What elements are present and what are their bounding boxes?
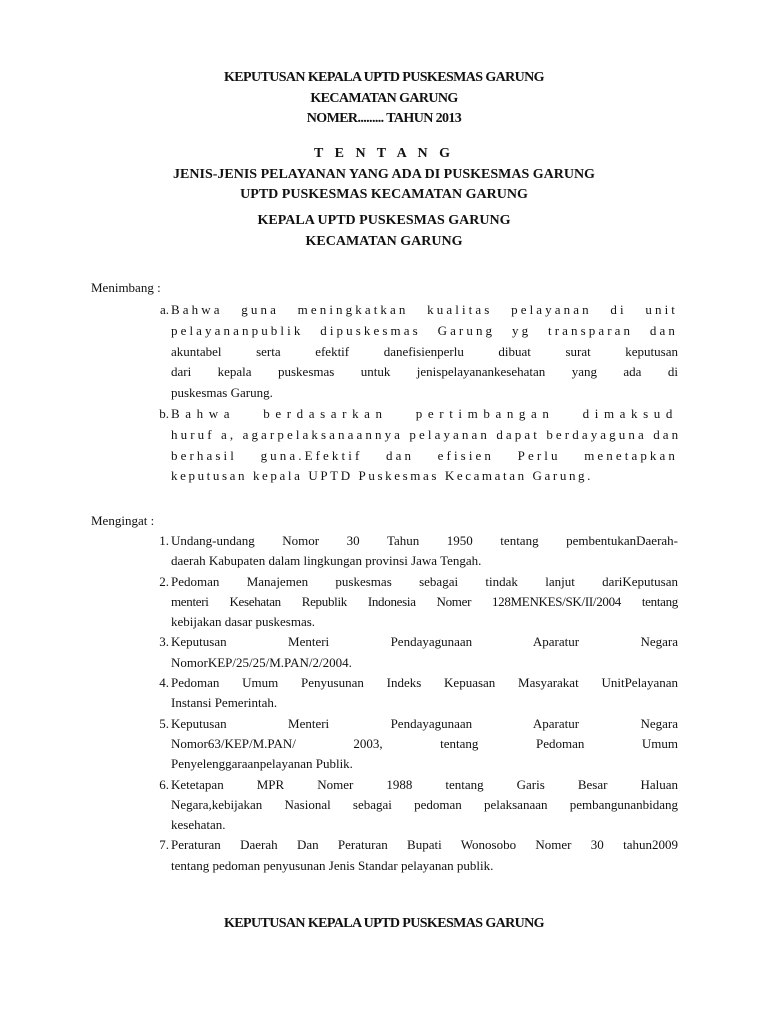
- item-marker: 5.: [159, 715, 169, 731]
- list-item: [140, 714, 678, 775]
- item-marker: 4.: [159, 675, 169, 691]
- subject-line-2: UPTD PUSKESMAS KECAMATAN GARUNG: [240, 187, 528, 202]
- text-line: kebijakan dasar puskesmas.: [171, 614, 316, 630]
- decree-district: KECAMATAN GARUNG: [310, 90, 458, 106]
- text-line: Nomor63/KEP/M.PAN/ 2003, tentang Pedoman Umum: [171, 735, 678, 751]
- footer-title: KEPUTUSAN KEPALA UPTD PUSKESMAS GARUNG: [224, 916, 544, 931]
- text-line: dari kepala puskesmas untuk jenispelayanankesehatan yang ada di: [171, 364, 678, 380]
- list-item: [140, 300, 678, 404]
- subject-line-1: JENIS-JENIS PELAYANAN YANG ADA DI PUSKESMAS GARUNG: [173, 166, 595, 182]
- text-line: Ketetapan MPR Nomer 1988 tentang Garis Besar Haluan: [171, 776, 678, 792]
- subject-block: [0, 144, 768, 206]
- text-line: Undang-undang Nomor 30 Tahun 1950 tentang pembentukanDaerah-: [171, 533, 678, 548]
- text-line: Bahwa berdasarkan pertimbangan dimaksud: [171, 405, 678, 421]
- text-line: kesehatan.: [171, 817, 226, 833]
- text-line: Keputusan Menteri Pendayagunaan Aparatur Negara: [171, 715, 678, 731]
- text-line: pelayananpublik dipuskesmas Garung yg transparan dan: [171, 322, 678, 338]
- authority-block: [0, 211, 768, 252]
- decree-number: NOMER......... TAHUN 2013: [306, 111, 462, 126]
- text-line: berhasil guna.Efektif dan efisien Perlu menetapkan: [171, 447, 678, 463]
- footer-title-block: [0, 914, 768, 935]
- text-line: akuntabel serta efektif danefisienperlu dibuat surat keputusan: [171, 343, 678, 359]
- item-marker: 1.: [159, 533, 169, 548]
- text-line: NomorKEP/25/25/M.PAN/2/2004.: [171, 654, 352, 670]
- text-line: Penyelenggaraanpelayanan Publik.: [171, 756, 353, 772]
- mengingat-label: Mengingat :: [91, 513, 155, 528]
- text-line: tentang pedoman penyusunan Jenis Standar pelayanan publik.: [171, 857, 494, 873]
- tentang-heading: T E N T A N G: [314, 146, 454, 161]
- list-item: [140, 835, 678, 876]
- mengingat-list: [140, 531, 678, 876]
- item-marker: 7.: [159, 837, 169, 853]
- text-line: huruf a, agarpelaksanaannya pelayanan dapat berdayaguna dan: [171, 426, 682, 442]
- authority-line-1: KEPALA UPTD PUSKESMAS GARUNG: [257, 213, 511, 228]
- text-line: Pedoman Umum Penyusunan Indeks Kepuasan Masyarakat UnitPelayanan: [171, 675, 678, 691]
- item-marker: 3.: [159, 634, 169, 650]
- text-line: menteri Kesehatan Republik Indonesia Nomer 128MENKES/SK/II/2004 tentang: [171, 593, 678, 609]
- text-line: Bahwa guna meningkatkan kualitas pelayanan di unit: [171, 302, 678, 317]
- list-item: [140, 572, 678, 633]
- text-line: Instansi Pemerintah.: [171, 695, 278, 711]
- text-line: puskesmas Garung.: [171, 385, 273, 401]
- list-item: [140, 632, 678, 673]
- item-marker: 2.: [159, 573, 169, 589]
- authority-line-2: KECAMATAN GARUNG: [305, 233, 463, 249]
- text-line: keputusan kepala UPTD Puskesmas Kecamatan Garung.: [171, 468, 593, 484]
- decree-header: [0, 68, 768, 130]
- text-line: daerah Kabupaten dalam lingkungan provinsi Jawa Tengah.: [171, 553, 482, 569]
- decree-title: KEPUTUSAN KEPALA UPTD PUSKESMAS GARUNG: [224, 70, 544, 85]
- item-marker: b.: [159, 405, 169, 421]
- text-line: Pedoman Manajemen puskesmas sebagai tindak lanjut dariKeputusan: [171, 573, 678, 589]
- list-item: [140, 404, 682, 487]
- list-item: [140, 673, 678, 714]
- menimbang-list: [140, 300, 682, 487]
- item-marker: a.: [159, 302, 169, 317]
- text-line: Keputusan Menteri Pendayagunaan Aparatur Negara: [171, 634, 678, 650]
- list-item: [140, 531, 678, 572]
- text-line: Negara,kebijakan Nasional sebagai pedoman pelaksanaan pembangunanbidang: [171, 796, 678, 812]
- menimbang-label: Menimbang :: [91, 280, 161, 295]
- item-marker: 6.: [159, 776, 169, 792]
- list-item: [140, 775, 678, 836]
- text-line: Peraturan Daerah Dan Peraturan Bupati Wonosobo Nomer 30 tahun2009: [171, 837, 678, 853]
